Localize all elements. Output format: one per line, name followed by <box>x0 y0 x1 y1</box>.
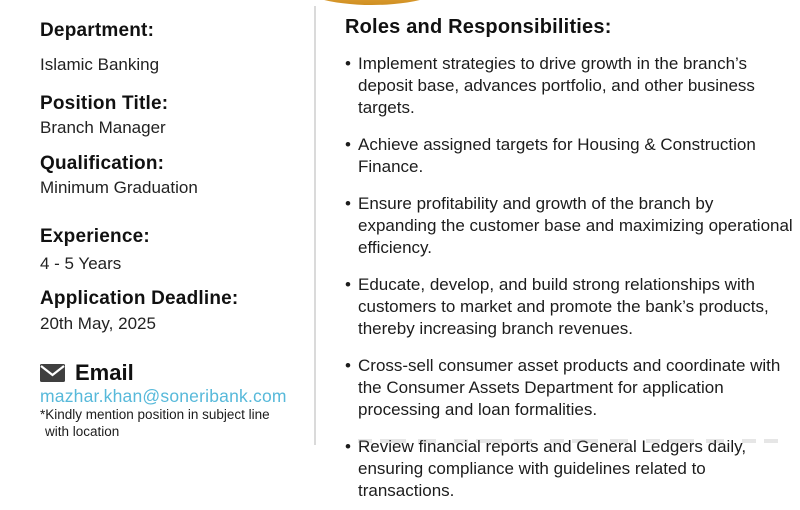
email-heading: Email <box>75 360 134 385</box>
list-item <box>345 53 795 119</box>
email-section-header <box>40 360 134 386</box>
bullet-marker: • <box>345 437 351 456</box>
bullet-marker: • <box>345 194 351 213</box>
qualification-label: Qualification: <box>40 153 165 174</box>
role-item-text: Achieve assigned targets for Housing & Construction Finance. <box>358 135 756 176</box>
list-item <box>345 274 795 340</box>
department-value: Islamic Banking <box>40 55 160 74</box>
department-label: Department: <box>40 20 155 41</box>
envelope-icon <box>40 364 65 382</box>
roles-list <box>345 53 795 510</box>
role-item-text: Ensure profitability and growth of the branch by expanding the customer base and maximizing operational efficiency. <box>358 194 793 257</box>
experience-label: Experience: <box>40 226 150 247</box>
email-address-link[interactable]: mazhar.khan@soneribank.com <box>40 386 287 406</box>
roles-heading: Roles and Responsibilities: <box>345 16 612 38</box>
position-title-value: Branch Manager <box>40 118 166 137</box>
application-deadline-value: 20th May, 2025 <box>40 314 156 333</box>
list-item <box>345 355 795 421</box>
role-item-text: Implement strategies to drive growth in the branch’s deposit base, advances portfolio, and other business targets. <box>358 54 755 117</box>
role-item-text: Educate, develop, and build strong relationships with customers to market and promote the bank’s products, thereby increasing branch revenues. <box>358 275 769 338</box>
position-title-label: Position Title: <box>40 93 169 114</box>
list-item <box>345 436 795 502</box>
role-item-text: Cross-sell consumer asset products and coordinate with the Consumer Assets Department for application processing and loan formalities. <box>358 356 781 419</box>
role-item-text: Review financial reports and General Ledgers daily, ensuring compliance with guidelines related to transactions. <box>358 437 747 500</box>
email-note: *Kindly mention position in subject line with location <box>40 407 270 439</box>
list-item <box>345 134 795 178</box>
qualification-value: Minimum Graduation <box>40 178 198 197</box>
application-deadline-label: Application Deadline: <box>40 288 239 309</box>
bullet-marker: • <box>345 135 351 154</box>
list-item <box>345 193 795 259</box>
bullet-marker: • <box>345 54 351 73</box>
gold-arc-graphic <box>296 0 448 5</box>
cutoff-text-artifact <box>358 439 778 443</box>
column-divider <box>314 6 316 445</box>
experience-value: 4 - 5 Years <box>40 254 122 273</box>
bullet-marker: • <box>345 275 351 294</box>
bullet-marker: • <box>345 356 351 375</box>
